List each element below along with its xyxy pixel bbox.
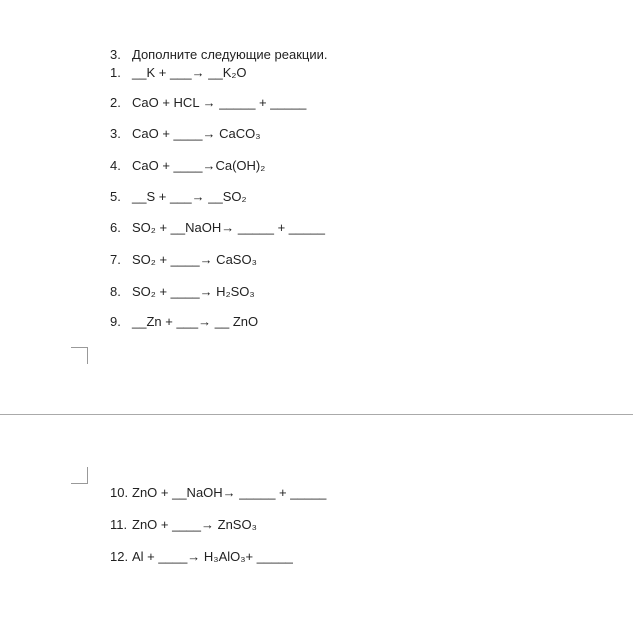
- reaction-line: [110, 284, 255, 300]
- reaction-text: __K + ___→ __K₂O: [132, 65, 247, 80]
- reaction-number: 11.: [110, 517, 128, 532]
- reaction-number: 1.: [110, 65, 121, 80]
- page-break-divider: [0, 414, 633, 415]
- reaction-number: 5.: [110, 189, 121, 204]
- reaction-number: 2.: [110, 95, 121, 110]
- reaction-line: [110, 95, 306, 111]
- reaction-line: [110, 220, 325, 236]
- task-header: [110, 47, 327, 63]
- reaction-text: CaO + HCL → _____ + _____: [132, 95, 307, 110]
- reaction-number: 10.: [110, 485, 129, 500]
- reaction-text: CaO + ____→Ca(OH)₂: [132, 158, 266, 173]
- reaction-number: 4.: [110, 158, 121, 173]
- reaction-line: [110, 485, 326, 501]
- reaction-text: __S + ___→ __SO₂: [132, 189, 247, 204]
- reaction-number: 6.: [110, 220, 121, 235]
- reaction-line: [110, 65, 247, 81]
- reaction-line: [110, 126, 261, 142]
- reaction-line: [110, 549, 293, 565]
- reaction-line: [110, 158, 265, 174]
- page-margin-corner-mark: [71, 347, 88, 364]
- reaction-text: ZnO + ____→ ZnSO₃: [132, 517, 257, 532]
- reaction-text: CaO + ____→ CaCO₃: [132, 126, 261, 141]
- task-number: 3.: [110, 47, 121, 62]
- reaction-number: 3.: [110, 126, 121, 141]
- reaction-text: SO₂ + ____→ CaSO₃: [132, 252, 257, 267]
- reaction-line: [110, 189, 247, 205]
- reaction-text: SO₂ + ____→ H₂SO₃: [132, 284, 255, 299]
- reaction-line: [110, 252, 257, 268]
- task-title: Дополните следующие реакции.: [132, 47, 328, 62]
- reaction-text: ZnO + __NaOH→ _____ + _____: [132, 485, 327, 500]
- reaction-line: [110, 517, 257, 533]
- reaction-line: [110, 314, 258, 330]
- page-margin-corner-mark: [71, 467, 88, 484]
- reaction-number: 9.: [110, 314, 121, 329]
- reaction-number: 7.: [110, 252, 121, 267]
- reaction-text: SO₂ + __NaOH→ _____ + _____: [132, 220, 325, 235]
- reaction-text: Al + ____→ H₃AlO₃+ _____: [132, 549, 293, 564]
- reaction-number: 8.: [110, 284, 121, 299]
- reaction-text: __Zn + ___→ __ ZnO: [132, 314, 259, 329]
- reaction-number: 12.: [110, 549, 129, 564]
